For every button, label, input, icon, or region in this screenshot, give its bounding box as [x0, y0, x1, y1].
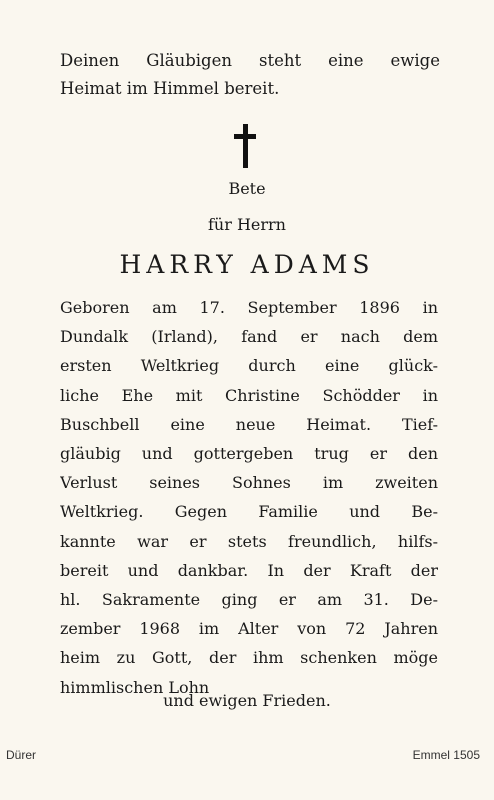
bio-line: ersten Weltkrieg durch eine glück- [60, 356, 438, 376]
bio-line: bereit und dankbar. In der Kraft der [60, 560, 438, 580]
bio-line: Weltkrieg. Gegen Familie und Be- [60, 502, 438, 522]
latin-cross-icon [234, 124, 256, 168]
bete-label: Bete [228, 179, 266, 198]
publisher-mark: Dürer [6, 748, 37, 762]
bio-line: Buschbell eine neue Heimat. Tief- [60, 414, 438, 434]
bio-line: liche Ehe mit Christine Schödder in [60, 385, 438, 405]
verse-line: Deinen Gläubigen steht eine ewige [60, 51, 440, 70]
bio-line: Verlust seines Sohnes im zweiten [60, 473, 438, 493]
printer-number: Emmel 1505 [412, 748, 480, 762]
verse [60, 47, 440, 103]
closing-line: und ewigen Frieden. [163, 691, 331, 710]
fuer-herrn-label: für Herrn [208, 215, 286, 234]
bio-line: zember 1968 im Alter von 72 Jahren [60, 619, 438, 639]
bio-line: hl. Sakramente ging er am 31. De- [60, 590, 438, 610]
bio-line: gläubig und gottergeben trug er den [60, 444, 438, 464]
bio-line: heim zu Gott, der ihm schenken möge [60, 648, 438, 668]
deceased-name: HARRY ADAMS [119, 250, 375, 279]
bio-line: himmlischen Lohn [60, 677, 210, 697]
bio-line: kannte war er stets freundlich, hilfs- [60, 531, 438, 551]
bio-line: Dundalk (Irland), fand er nach dem [60, 327, 438, 347]
bio-line: Geboren am 17. September 1896 in [60, 298, 438, 317]
verse-line: Heimat im Himmel bereit. [60, 79, 280, 98]
biography [60, 293, 438, 702]
